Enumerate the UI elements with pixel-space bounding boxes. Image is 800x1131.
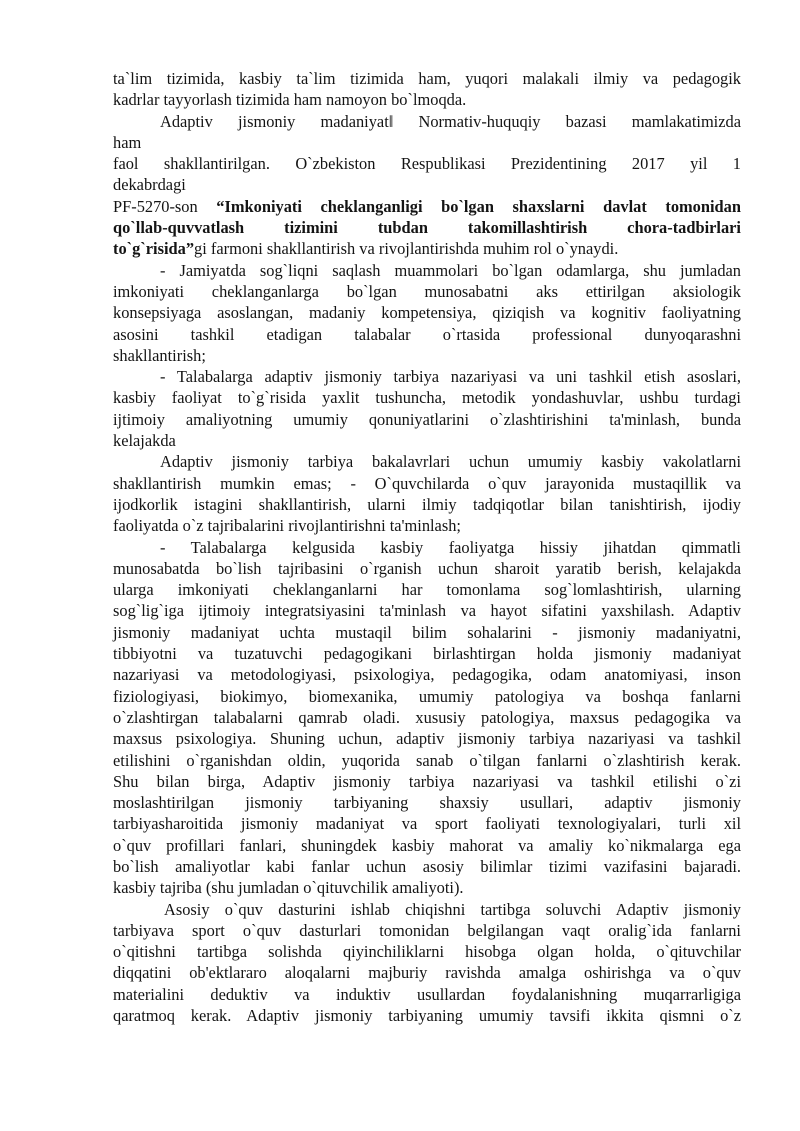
- text-line: ta`lim tizimida, kasbiy ta`lim tizimida ham, yuqori malakali ilmiy va pedagogik: [113, 69, 741, 88]
- decree-number: PF-5270-son: [113, 196, 198, 216]
- text-line: [113, 238, 741, 259]
- text-line: shakllantirish;: [113, 345, 206, 365]
- text-line: o`qitishni tartibga solishda qiyinchiliklarni hisobga olgan holda, o`qituvchilar: [113, 942, 741, 962]
- decree-sentence: gi farmoni shakllantirish va rivojlantirishda muhim rol o`ynaydi.: [194, 239, 619, 259]
- decree-title: “Imkoniyati cheklanganligi bo`lgan shaxslarni davlat tomonidan: [216, 196, 741, 216]
- text-line: moslashtirilgan jismoniy tarbiyaning shaxsiy usullari, adaptiv jismoniy: [113, 793, 741, 813]
- text-line: ijtimoiy amaliyotning umumiy qonuniyatlarini o`zlashtirishini ta'minlash, bunda: [113, 409, 741, 429]
- document-body: [113, 68, 741, 1026]
- text-line: shakllantirish mumkin emas; - O`quvchilarda o`quv jarayonida mustaqillik va: [113, 473, 741, 493]
- text-line: bo`lish amaliyotlar kabi fanlar uchun asosiy bilimlar tizimi vazifasini bajaradi.: [113, 856, 741, 876]
- text-line: fiziologiyasi, biokimyo, biomexanika, umumiy patologiya va boshqa fanlarni: [113, 686, 741, 706]
- text-line: nazariyasi va metodologiyasi, psixologiya, pedagogika, odam anatomiyasi, inson: [113, 665, 741, 685]
- text-line: tibbiyotni va tuzatuvchi pedagogikani birlashtirgan holda jismoniy madaniyat: [113, 644, 741, 664]
- text-line: qaratmoq kerak. Adaptiv jismoniy tarbiyaning umumiy tavsifi ikkita qismni o`z: [113, 1006, 741, 1026]
- text-line: o`zlashtirgan talabalarni qamrab oladi. xususiy patologiya, maxsus pedagogika va: [113, 707, 741, 727]
- text-line: - Jamiyatda sog`liqni saqlash muammolari bo`lgan odamlarga, shu jumladan: [160, 260, 741, 280]
- text-line: kelajakda: [113, 431, 176, 451]
- text-line: imkoniyati cheklanganlarga bo`lgan munosabatni aks ettirilgan aksiologik: [113, 281, 741, 301]
- text-line: [113, 196, 741, 217]
- text-line: kasbiy tajriba (shu jumladan o`qituvchilik amaliyoti).: [113, 878, 464, 898]
- text-line: konsepsiyaga asoslangan, madaniy kompetensiya, qiziqish va kognitiv faoliyatning: [113, 303, 741, 323]
- text-line: faoliyatda o`z tajribalarini rivojlantirishni ta'minlash;: [113, 516, 461, 536]
- text-line: ham: [113, 132, 142, 152]
- text-line: kasbiy faoliyat to`g`risida yaxlit tushuncha, metodik yondashuvlar, ushbu turdagi: [113, 388, 741, 408]
- text-line: Shu bilan birga, Adaptiv jismoniy tarbiya nazariyasi va tashkil etilishi o`zi: [113, 771, 741, 791]
- text-line: Asosiy o`quv dasturini ishlab chiqishni tartibga soluvchi Adaptiv jismoniy: [164, 899, 741, 919]
- text-line: - Talabalarga adaptiv jismoniy tarbiya nazariyasi va uni tashkil etish asoslari,: [160, 367, 741, 387]
- text-line: asosini tashkil etadigan talabalar o`rtasida professional dunyoqarashni: [113, 324, 741, 344]
- text-line: ularga imkoniyati cheklanganlarni har tomonlama sog`lomlashtirish, ularning: [113, 580, 741, 600]
- text-line: faol shakllantirilgan. O`zbekiston Respublikasi Prezidentining 2017 yil 1: [113, 154, 741, 174]
- text-line: Adaptiv jismoniy madaniyat‖ Normativ-huquqiy bazasi mamlakatimizda: [160, 111, 741, 131]
- text-line: sog`lig`iga ijtimoiy integratsiyasini ta'minlash va hayot sifatini yaxshilash. Adaptiv: [113, 601, 741, 621]
- text-line: tarbiyava sport o`quv dasturlari tomonidan belgilangan vaqt oralig`ida fanlarni: [113, 920, 741, 940]
- text-line: - Talabalarga kelgusida kasbiy faoliyatga hissiy jihatdan qimmatli: [160, 537, 741, 557]
- text-line: o`quv profillari fanlari, shuningdek kasbiy mahorat va amaliy ko`nikmalarga ega: [113, 835, 741, 855]
- text-line: ijodkorlik istagini shakllantirish, ularni ilmiy tadqiqotlar bilan tanishtirish, ijodiy: [113, 494, 741, 514]
- text-line: [113, 217, 741, 238]
- text-line: tarbiyasharoitida jismoniy madaniyat va sport faoliyati texnologiyalari, turli xil: [113, 814, 741, 834]
- text-line: maxsus psixologiya. Shuning uchun, adaptiv jismoniy tarbiya nazariyasi va tashkil: [113, 729, 741, 749]
- text-line: etilishini o`rganishdan oldin, yuqorida sanab o`tilgan fanlarni o`zlashtirish kerak.: [113, 750, 741, 770]
- decree-title: qo`llab-quvvatlash tizimini tubdan takomillashtirish chora-tadbirlari: [113, 218, 741, 238]
- text-line: materialini deduktiv va induktiv usullardan foydalanishning muqarrarligiga: [113, 984, 741, 1004]
- text-line: jismoniy madaniyat uchta mustaqil bilim sohalarini - jismoniy madaniyatni,: [113, 622, 741, 642]
- text-line: munosabatda bo`lish tajribasini o`rganish uchun sharoit yaratib berish, kelajakda: [113, 558, 741, 578]
- text-line: kadrlar tayyorlash tizimida ham namoyon bo`lmoqda.: [113, 90, 467, 110]
- text-line: Adaptiv jismoniy tarbiya bakalavrlari uchun umumiy kasbiy vakolatlarni: [160, 452, 741, 472]
- text-line: diqqatini ob'ektlararo aloqalarni majburiy ravishda amalga oshirishga va o`quv: [113, 963, 741, 983]
- decree-title: to`g`risida”: [113, 239, 195, 259]
- text-line: dekabrdagi: [113, 175, 186, 195]
